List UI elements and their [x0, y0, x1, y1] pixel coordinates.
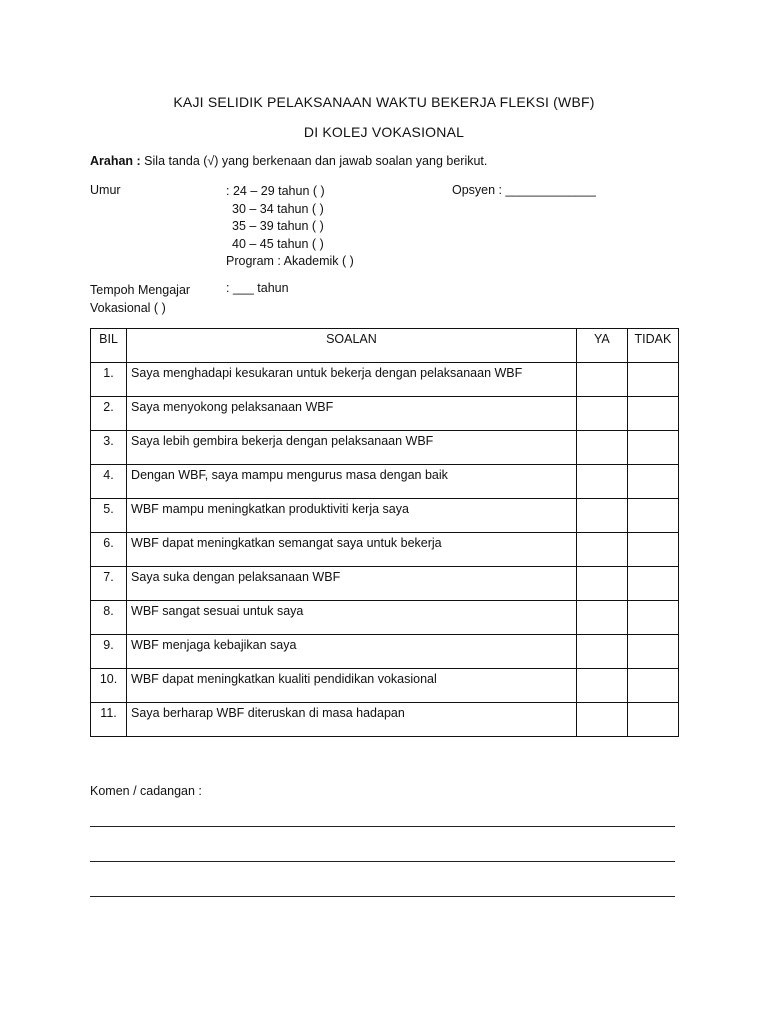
row-number: 1. — [91, 363, 127, 397]
table-row — [91, 703, 679, 737]
tidak-checkbox[interactable] — [627, 669, 678, 703]
instructions — [90, 154, 487, 168]
teaching-period-label — [90, 281, 190, 317]
comment-line[interactable] — [90, 861, 675, 862]
age-option[interactable]: 35 – 39 tahun ( ) — [232, 219, 324, 233]
ya-checkbox[interactable] — [576, 669, 627, 703]
comment-label: Komen / cadangan : — [90, 784, 202, 798]
tidak-checkbox[interactable] — [627, 499, 678, 533]
header-soalan: SOALAN — [127, 329, 577, 363]
table-row — [91, 465, 679, 499]
teaching-period-label-line1: Tempoh Mengajar — [90, 283, 191, 297]
tidak-checkbox[interactable] — [627, 635, 678, 669]
tidak-checkbox[interactable] — [627, 703, 678, 737]
age-label: Umur — [90, 183, 121, 197]
row-question: Saya lebih gembira bekerja dengan pelaksanaan WBF — [127, 431, 577, 465]
vocational-option[interactable]: Vokasional ( ) — [90, 301, 166, 315]
ya-checkbox[interactable] — [576, 533, 627, 567]
row-number: 2. — [91, 397, 127, 431]
survey-title: KAJI SELIDIK PELAKSANAAN WAKTU BEKERJA FLEKSI (WBF) — [173, 94, 595, 110]
tidak-checkbox[interactable] — [627, 363, 678, 397]
header-bil: BIL — [91, 329, 127, 363]
age-option[interactable]: 40 – 45 tahun ( ) — [232, 236, 324, 251]
comment-line[interactable] — [90, 896, 675, 897]
opsyen-field[interactable]: Opsyen : _____________ — [452, 183, 596, 197]
row-question: Saya suka dengan pelaksanaan WBF — [127, 567, 577, 601]
tidak-checkbox[interactable] — [627, 397, 678, 431]
row-number: 11. — [91, 703, 127, 737]
row-question: Saya berharap WBF diteruskan di masa hadapan — [127, 703, 577, 737]
row-number: 9. — [91, 635, 127, 669]
table-row — [91, 363, 679, 397]
table-row — [91, 567, 679, 601]
instructions-text: Sila tanda (√) yang berkenaan dan jawab soalan yang berikut. — [140, 154, 488, 168]
ya-checkbox[interactable] — [576, 431, 627, 465]
row-number: 7. — [91, 567, 127, 601]
table-row — [91, 431, 679, 465]
table-header-row — [91, 329, 679, 363]
teaching-years-field[interactable]: : ___ tahun — [226, 281, 289, 295]
ya-checkbox[interactable] — [576, 703, 627, 737]
ya-checkbox[interactable] — [576, 635, 627, 669]
questions-table — [90, 328, 679, 737]
table-row — [91, 397, 679, 431]
ya-checkbox[interactable] — [576, 499, 627, 533]
tidak-checkbox[interactable] — [627, 567, 678, 601]
tidak-checkbox[interactable] — [627, 533, 678, 567]
row-number: 4. — [91, 465, 127, 499]
row-number: 3. — [91, 431, 127, 465]
row-question: Saya menghadapi kesukaran untuk bekerja dengan pelaksanaan WBF — [127, 363, 577, 397]
row-number: 6. — [91, 533, 127, 567]
table-row — [91, 499, 679, 533]
age-option[interactable]: : 24 – 29 tahun ( ) — [226, 184, 325, 198]
table-row — [91, 635, 679, 669]
ya-checkbox[interactable] — [576, 363, 627, 397]
program-option[interactable]: Program : Akademik ( ) — [226, 254, 354, 268]
row-question: Saya menyokong pelaksanaan WBF — [127, 397, 577, 431]
tidak-checkbox[interactable] — [627, 465, 678, 499]
table-row — [91, 601, 679, 635]
ya-checkbox[interactable] — [576, 601, 627, 635]
row-number: 5. — [91, 499, 127, 533]
ya-checkbox[interactable] — [576, 567, 627, 601]
survey-subtitle: DI KOLEJ VOKASIONAL — [303, 124, 465, 140]
table-row — [91, 533, 679, 567]
row-question: WBF menjaga kebajikan saya — [127, 635, 577, 669]
row-number: 8. — [91, 601, 127, 635]
tidak-checkbox[interactable] — [627, 601, 678, 635]
row-question: WBF mampu meningkatkan produktiviti kerja saya — [127, 499, 577, 533]
header-ya: YA — [576, 329, 627, 363]
row-question: Dengan WBF, saya mampu mengurus masa dengan baik — [127, 465, 577, 499]
age-options — [226, 183, 354, 271]
ya-checkbox[interactable] — [576, 465, 627, 499]
row-question: WBF dapat meningkatkan kualiti pendidikan vokasional — [127, 669, 577, 703]
row-question: WBF dapat meningkatkan semangat saya untuk bekerja — [127, 533, 577, 567]
ya-checkbox[interactable] — [576, 397, 627, 431]
instructions-label: Arahan : — [90, 154, 141, 168]
header-tidak: TIDAK — [627, 329, 678, 363]
table-row — [91, 669, 679, 703]
row-question: WBF sangat sesuai untuk saya — [127, 601, 577, 635]
comment-line[interactable] — [90, 826, 675, 827]
age-option[interactable]: 30 – 34 tahun ( ) — [232, 201, 324, 216]
tidak-checkbox[interactable] — [627, 431, 678, 465]
row-number: 10. — [91, 669, 127, 703]
